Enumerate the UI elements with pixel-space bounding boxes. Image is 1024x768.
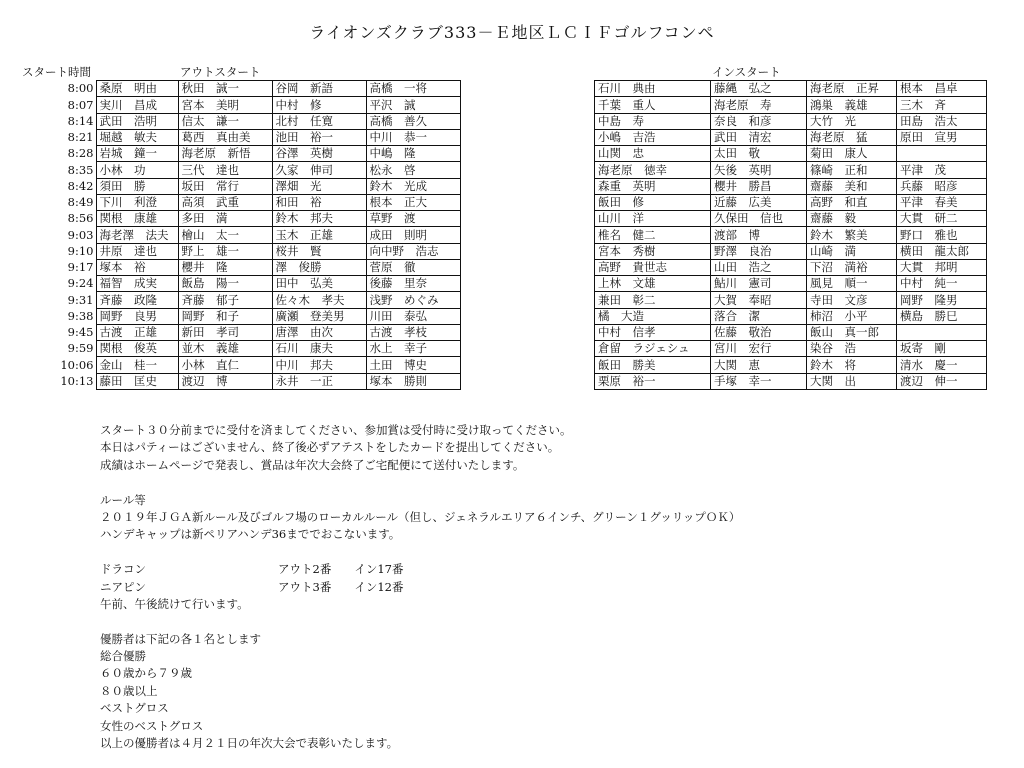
- player-cell: 渡部 博: [711, 227, 807, 243]
- player-cell: 平津 春美: [897, 194, 987, 210]
- start-time-cell: 8:35: [67, 162, 94, 177]
- start-time-cell: 10:06: [60, 357, 94, 372]
- player-cell: 大貫 研二: [897, 211, 987, 227]
- note-line: 本日はパティーはございません、終了後必ずアテストをしたカードを提出してください。: [100, 440, 560, 455]
- start-time-cell: 9:17: [67, 260, 94, 275]
- player-cell: 宮本 美明: [178, 97, 272, 113]
- table-row: [595, 357, 987, 373]
- player-cell: 齋藤 毅: [807, 211, 897, 227]
- note-line: 優勝者は下記の各１名とします: [100, 631, 261, 646]
- player-cell: 古渡 正雄: [96, 324, 178, 340]
- player-cell: 上林 文雄: [595, 276, 711, 292]
- note-line: 成績はホームページで発表し、賞品は年次大会終了ご宅配便にて送付いたします。: [100, 457, 525, 472]
- player-cell: 松永 啓: [366, 162, 460, 178]
- player-cell: 海老原 正昇: [807, 81, 897, 97]
- in-start-header: インスタート: [712, 65, 781, 79]
- player-cell: 中嶋 隆: [366, 146, 460, 162]
- table-row: [595, 178, 987, 194]
- player-cell: 鈴木 将: [807, 357, 897, 373]
- table-row: [60, 81, 460, 97]
- player-cell: 坂田 常行: [178, 178, 272, 194]
- player-cell: 小林 直仁: [178, 357, 272, 373]
- table-row: [595, 113, 987, 129]
- table-row: [60, 292, 460, 308]
- table-row: [60, 357, 460, 373]
- player-cell: 藤縄 弘之: [711, 81, 807, 97]
- player-cell: 鮎川 憲司: [711, 276, 807, 292]
- note-line: 午前、午後続けて行います。: [100, 596, 249, 611]
- start-time-cell: 9:38: [67, 308, 94, 323]
- contest-holes: アウト2番 イン17番: [278, 562, 404, 577]
- player-cell: 染谷 浩: [807, 341, 897, 357]
- player-cell: 藤田 匡史: [96, 373, 178, 389]
- player-cell: 葛西 真由美: [178, 129, 272, 145]
- start-time-cell: 8:00: [67, 81, 94, 96]
- player-cell: 椎名 健二: [595, 227, 711, 243]
- contest-line: [100, 579, 740, 596]
- player-cell: 井原 達也: [96, 243, 178, 259]
- player-cell: 飯島 陽一: [178, 276, 272, 292]
- player-cell: 小嶋 吉浩: [595, 129, 711, 145]
- table-row: [595, 211, 987, 227]
- player-cell: 並木 義雄: [178, 341, 272, 357]
- player-cell: 堀越 敏夫: [96, 129, 178, 145]
- player-cell: 齋藤 美和: [807, 178, 897, 194]
- player-cell: 野口 雅也: [897, 227, 987, 243]
- table-row: [60, 211, 460, 227]
- table-row: [595, 81, 987, 97]
- player-cell: 三木 斉: [897, 97, 987, 113]
- player-cell: 菅原 徹: [366, 259, 460, 275]
- player-cell: 落合 潔: [711, 308, 807, 324]
- player-cell: 森重 英明: [595, 178, 711, 194]
- player-cell: 下川 利澄: [96, 194, 178, 210]
- table-row: [60, 259, 460, 275]
- table-row: [60, 243, 460, 259]
- player-cell: 海老原 徳幸: [595, 162, 711, 178]
- player-cell: 関根 康雄: [96, 211, 178, 227]
- note-line: ６０歳から７９歳: [100, 666, 192, 681]
- player-cell: 下沼 満裕: [807, 259, 897, 275]
- player-cell: 石川 典由: [595, 81, 711, 97]
- start-time-cell: 8:56: [67, 211, 94, 226]
- player-cell: 菊田 康人: [807, 146, 897, 162]
- table-row: [595, 292, 987, 308]
- player-cell: 橘 大造: [595, 308, 711, 324]
- table-row: [60, 194, 460, 210]
- table-row: [60, 341, 460, 357]
- player-cell: 土田 博史: [366, 357, 460, 373]
- table-row: [60, 308, 460, 324]
- note-line: ベストグロス: [100, 701, 169, 716]
- player-cell: 海老澤 法夫: [96, 227, 178, 243]
- player-cell: 櫻井 勝昌: [711, 178, 807, 194]
- player-cell: 久保田 信也: [711, 211, 807, 227]
- table-row: [60, 373, 460, 389]
- player-cell: 斉藤 政隆: [96, 292, 178, 308]
- player-cell: 山田 浩之: [711, 259, 807, 275]
- player-cell: 斉藤 郁子: [178, 292, 272, 308]
- table-row: [595, 227, 987, 243]
- player-cell: 鴻巣 義雄: [807, 97, 897, 113]
- player-cell: 大関 出: [807, 373, 897, 389]
- player-cell: 柿沼 小平: [807, 308, 897, 324]
- player-cell: 飯山 真一郎: [807, 324, 897, 340]
- player-cell: 兵藤 昭彦: [897, 178, 987, 194]
- player-cell: 小林 功: [96, 162, 178, 178]
- player-cell: 渡辺 博: [178, 373, 272, 389]
- start-time-cell: 8:21: [67, 130, 94, 145]
- table-row: [60, 227, 460, 243]
- player-cell: 岡野 和子: [178, 308, 272, 324]
- player-cell: 篠崎 正和: [807, 162, 897, 178]
- player-cell: 古渡 孝枝: [366, 324, 460, 340]
- player-cell: 向中野 浩志: [366, 243, 460, 259]
- player-cell: 平津 茂: [897, 162, 987, 178]
- table-row: [60, 276, 460, 292]
- player-cell: 中村 修: [272, 97, 366, 113]
- start-time-cell: 8:07: [67, 97, 94, 112]
- player-cell: 宮本 秀樹: [595, 243, 711, 259]
- player-cell: 大貫 邦明: [897, 259, 987, 275]
- player-cell: 武田 浩明: [96, 113, 178, 129]
- player-cell: 山崎 満: [807, 243, 897, 259]
- player-cell: 中村 信孝: [595, 324, 711, 340]
- player-cell: 中村 純一: [897, 276, 987, 292]
- table-row: [60, 129, 460, 145]
- player-cell: 鈴木 光成: [366, 178, 460, 194]
- player-cell: 須田 勝: [96, 178, 178, 194]
- note-line: スタート３０分前までに受付を済ましてください、参加賞は受付時に受け取ってください。: [100, 423, 572, 437]
- player-cell: 玉木 正雄: [272, 227, 366, 243]
- player-cell: 和田 裕: [272, 194, 366, 210]
- player-cell: 中島 寿: [595, 113, 711, 129]
- player-cell: 海老原 猛: [807, 129, 897, 145]
- player-cell: 草野 渡: [366, 211, 460, 227]
- player-cell: 山川 洋: [595, 211, 711, 227]
- page-title: ライオンズクラブ333－Ｅ地区ＬＣＩＦゴルフコンペ: [309, 23, 715, 42]
- player-cell: 横島 勝巳: [897, 308, 987, 324]
- player-cell: 池田 裕一: [272, 129, 366, 145]
- note-line: ２０１９年ＪＧＡ新ルール及びゴルフ場のローカルルール（但し、ジェネラルエリア６インチ、グリーン１グッリップＯＫ）: [100, 509, 741, 524]
- player-cell: 塚本 裕: [96, 259, 178, 275]
- table-row: [595, 341, 987, 357]
- table-row: [595, 146, 987, 162]
- player-cell: 手塚 幸一: [711, 373, 807, 389]
- player-cell: 高野 貴世志: [595, 259, 711, 275]
- player-cell: 浅野 めぐみ: [366, 292, 460, 308]
- player-cell: 倉留 ラジェシュ: [595, 341, 711, 357]
- player-cell: 渡辺 伸一: [897, 373, 987, 389]
- player-cell: 兼田 彰二: [595, 292, 711, 308]
- player-cell: 坂寄 剛: [897, 341, 987, 357]
- note-line: ８０歳以上: [100, 683, 158, 698]
- player-cell: 山関 忠: [595, 146, 711, 162]
- contest-holes: アウト3番 イン12番: [278, 579, 404, 594]
- player-cell: 永井 一正: [272, 373, 366, 389]
- table-row: [595, 194, 987, 210]
- blank-line: [100, 613, 740, 630]
- out-start-header: アウトスタート: [180, 65, 261, 79]
- player-cell: 横田 龍太郎: [897, 243, 987, 259]
- start-time-cell: 9:59: [67, 341, 94, 356]
- start-time-cell: 10:13: [60, 373, 94, 388]
- note-line: 総合優勝: [100, 649, 146, 664]
- player-cell: 関根 俊英: [96, 341, 178, 357]
- blank-line: [100, 474, 740, 491]
- player-cell: 鈴木 繁美: [807, 227, 897, 243]
- player-cell: 福智 成実: [96, 276, 178, 292]
- player-cell: 田中 弘美: [272, 276, 366, 292]
- start-time-cell: 8:42: [67, 178, 94, 193]
- player-cell: 檜山 太一: [178, 227, 272, 243]
- player-cell: 岡野 良男: [96, 308, 178, 324]
- player-cell: 岡野 隆男: [897, 292, 987, 308]
- player-cell: 櫻井 隆: [178, 259, 272, 275]
- start-time-cell: 9:10: [67, 243, 94, 258]
- table-row: [60, 97, 460, 113]
- player-cell: 平沢 誠: [366, 97, 460, 113]
- player-cell: 海老原 新悟: [178, 146, 272, 162]
- player-cell: 飯田 勝美: [595, 357, 711, 373]
- player-cell: 高橋 一将: [366, 81, 460, 97]
- player-cell: 岩城 鐘一: [96, 146, 178, 162]
- table-row: [595, 129, 987, 145]
- player-cell: 唐澤 由次: [272, 324, 366, 340]
- player-cell: 佐藤 敬治: [711, 324, 807, 340]
- contest-name: ドラコン: [100, 562, 146, 577]
- table-row: [60, 162, 460, 178]
- player-cell: 北村 任寛: [272, 113, 366, 129]
- start-time-cell: 9:45: [67, 325, 94, 340]
- note-line: ハンデキャップは新ペリアハンデ36まででおこないます。: [100, 527, 401, 542]
- player-cell: 成田 則明: [366, 227, 460, 243]
- player-cell: 宮川 宏行: [711, 341, 807, 357]
- out-start-table: [60, 80, 461, 390]
- table-row: [595, 308, 987, 324]
- player-cell: 実川 昌成: [96, 97, 178, 113]
- start-time-cell: 8:28: [67, 146, 94, 161]
- contest-line: [100, 561, 740, 578]
- contest-name: ニアピン: [100, 579, 146, 594]
- note-line: ルール等: [100, 492, 146, 507]
- player-cell: 中川 恭一: [366, 129, 460, 145]
- table-row: [60, 146, 460, 162]
- start-time-header: スタート時間: [22, 65, 91, 79]
- table-row: [595, 276, 987, 292]
- start-time-cell: 9:31: [67, 292, 94, 307]
- player-cell: 三代 達也: [178, 162, 272, 178]
- table-row: [60, 324, 460, 340]
- player-cell: 高須 武重: [178, 194, 272, 210]
- player-cell: 久家 伸司: [272, 162, 366, 178]
- start-time-cell: 8:14: [67, 113, 94, 128]
- start-time-cell: 9:03: [67, 227, 94, 242]
- player-cell: 谷澤 英樹: [272, 146, 366, 162]
- notes-section: [100, 422, 740, 752]
- player-cell: 鈴木 邦夫: [272, 211, 366, 227]
- table-row: [595, 373, 987, 389]
- player-cell: 根本 昌卓: [897, 81, 987, 97]
- player-cell: 後藤 里奈: [366, 276, 460, 292]
- note-line: 女性のベストグロス: [100, 718, 204, 733]
- player-cell: 高橋 善久: [366, 113, 460, 129]
- player-cell: 矢後 英明: [711, 162, 807, 178]
- player-cell: 川田 泰弘: [366, 308, 460, 324]
- player-cell: 野澤 良治: [711, 243, 807, 259]
- player-cell: 谷岡 新語: [272, 81, 366, 97]
- table-row: [595, 259, 987, 275]
- player-cell: 近藤 広美: [711, 194, 807, 210]
- player-cell: 奈良 和彦: [711, 113, 807, 129]
- player-cell: 大関 恵: [711, 357, 807, 373]
- player-cell: 水上 幸子: [366, 341, 460, 357]
- player-cell: 大賀 奉昭: [711, 292, 807, 308]
- player-cell: 塚本 勝則: [366, 373, 460, 389]
- start-time-cell: 9:24: [67, 276, 94, 291]
- table-row: [60, 178, 460, 194]
- player-cell: 高野 和直: [807, 194, 897, 210]
- player-cell: 多田 満: [178, 211, 272, 227]
- table-row: [595, 324, 987, 340]
- player-cell: 中川 邦夫: [272, 357, 366, 373]
- player-cell: 石川 康夫: [272, 341, 366, 357]
- player-cell: 新田 孝司: [178, 324, 272, 340]
- player-cell: 太田 敬: [711, 146, 807, 162]
- player-cell: 佐々木 孝夫: [272, 292, 366, 308]
- player-cell: 野上 雄一: [178, 243, 272, 259]
- player-cell: 大竹 光: [807, 113, 897, 129]
- player-cell: 秋田 誠一: [178, 81, 272, 97]
- player-cell: 風見 順一: [807, 276, 897, 292]
- player-cell: 根本 正大: [366, 194, 460, 210]
- player-cell: 海老原 寿: [711, 97, 807, 113]
- table-row: [595, 97, 987, 113]
- blank-line: [100, 544, 740, 561]
- player-cell: 桜井 賢: [272, 243, 366, 259]
- note-line: 以上の優勝者は４月２１日の年次大会で表彰いたします。: [100, 736, 399, 751]
- table-row: [595, 162, 987, 178]
- player-cell: 武田 清宏: [711, 129, 807, 145]
- player-cell: 信太 謙一: [178, 113, 272, 129]
- player-cell: 金山 桂一: [96, 357, 178, 373]
- player-cell: [897, 146, 987, 162]
- player-cell: 寺田 文彦: [807, 292, 897, 308]
- player-cell: 清水 慶一: [897, 357, 987, 373]
- player-cell: 千葉 重人: [595, 97, 711, 113]
- player-cell: 桑原 明由: [96, 81, 178, 97]
- player-cell: 田島 浩太: [897, 113, 987, 129]
- player-cell: [897, 324, 987, 340]
- table-row: [595, 243, 987, 259]
- in-start-table: [594, 80, 987, 390]
- player-cell: 栗原 裕一: [595, 373, 711, 389]
- start-time-cell: 8:49: [67, 195, 94, 210]
- player-cell: 原田 宣男: [897, 129, 987, 145]
- player-cell: 飯田 修: [595, 194, 711, 210]
- player-cell: 澤畑 光: [272, 178, 366, 194]
- table-row: [60, 113, 460, 129]
- player-cell: 澤 俊勝: [272, 259, 366, 275]
- player-cell: 廣瀬 登美男: [272, 308, 366, 324]
